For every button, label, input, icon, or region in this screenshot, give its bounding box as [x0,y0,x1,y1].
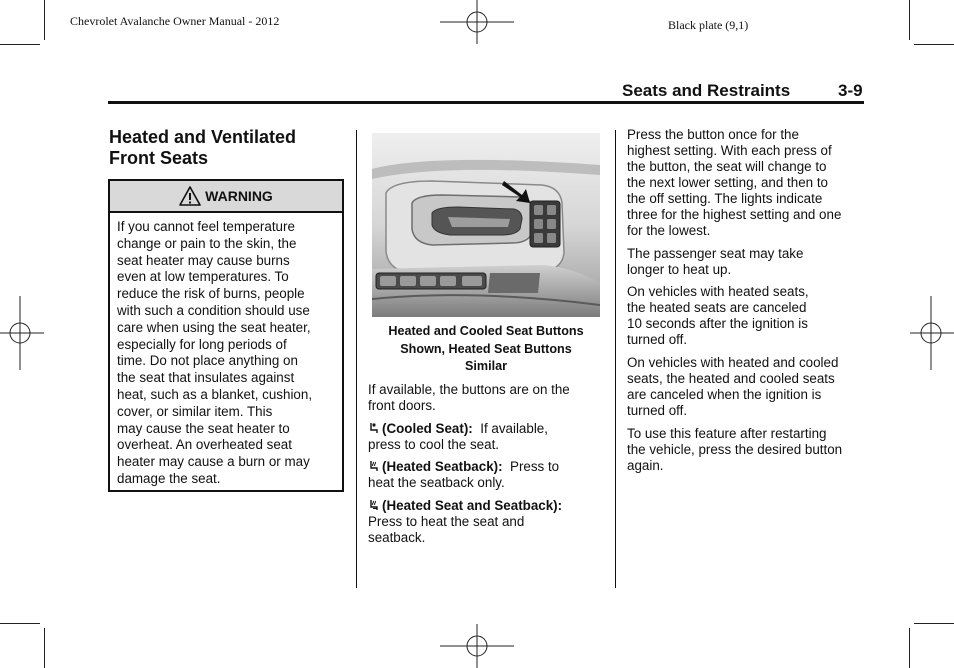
figure-caption [366,323,606,376]
warning-line: care when using the seat heater, [117,319,311,335]
warning-line: reduce the risk of burns, people [117,286,305,302]
text-line: seatback. [368,530,426,545]
crop-mark [44,0,45,40]
text-line: three for the highest setting and one [627,207,842,222]
crop-mark [909,0,910,40]
text-line: the button, the seat will change to [627,159,827,174]
warning-line: even at low temperatures. To [117,269,289,285]
section-rule [108,101,864,104]
intro-paragraph [368,382,608,414]
cooled-seat-icon [368,422,379,434]
text-line: the vehicle, press the desired button [627,442,843,457]
warning-line: heat, such as a blanket, cushion, [117,386,313,402]
cooled-seat-label: (Cooled Seat): [382,421,473,436]
text-line: seats, the heated and cooled seats [627,371,835,386]
text-line: Press the button once for the [627,127,799,142]
heated-seatback-label: (Heated Seatback): [382,459,503,474]
heading-line: Front Seats [109,148,209,168]
text-line: To use this feature after restarting [627,426,827,441]
passenger-paragraph [627,246,867,278]
column-divider [356,130,357,588]
text-line: the next lower setting, and then to [627,175,828,190]
text-line: If available, the buttons are on the [368,382,570,397]
warning-line: damage the seat. [117,470,221,486]
heated-seat-and-seatback-label: (Heated Seat and Seatback): [382,498,563,513]
text-line: heat the seatback only. [368,475,505,490]
warning-line: overheat. An overheated seat [117,437,292,453]
text-line: for the lowest. [627,223,711,238]
warning-line: seat heater may cause burns [117,252,290,268]
settings-paragraph [627,127,867,239]
heated-seatback-paragraph [368,459,608,491]
text-line: On vehicles with heated seats, [627,284,809,299]
registration-mark-bottom [440,624,514,668]
warning-header [110,181,342,213]
cooled-seat-paragraph [368,421,608,453]
text-line: front doors. [368,398,436,413]
heated-cancel-paragraph [627,284,867,348]
crop-mark [44,628,45,668]
warning-line: especially for long periods of [117,336,287,352]
heated-seatback-text: Press to [510,459,560,474]
caption-line: Shown, Heated Seat Buttons [400,341,572,356]
text-line: longer to heat up. [627,262,732,277]
registration-mark-right [910,296,954,370]
text-line: the off setting. The lights indicate [627,191,823,206]
text-line [368,421,608,437]
text-line: turned off. [627,403,688,418]
registration-mark-top [440,0,514,44]
caption-line: Heated and Cooled Seat Buttons [388,324,584,338]
heated-seat-and-seatback-paragraph [368,498,608,546]
text-line: highest setting. With each press of [627,143,832,158]
warning-line: time. Do not place anything on [117,353,298,369]
warning-line: change or pain to the skin, the [117,235,297,251]
section-title: Seats and Restraints [622,81,791,100]
heading-line: Heated and Ventilated [109,127,297,147]
text-line: The passenger seat may take [627,246,804,261]
manual-title: Chevrolet Avalanche Owner Manual - 2012 [70,14,280,28]
crop-mark [0,44,40,45]
warning-line: the seat that insulates against [117,370,295,386]
warning-label: WARNING [205,188,273,204]
text-line: Press to heat the seat and [368,514,525,529]
cooled-cancel-paragraph [627,355,867,419]
heated-seatback-icon [368,460,379,472]
text-line: the heated seats are canceled [627,300,807,315]
column-divider [615,130,616,588]
heated-seat-and-seatback-icon [368,499,379,511]
warning-text [117,219,339,488]
text-line: 10 seconds after the ignition is [627,316,808,331]
cooled-seat-text: If available, [480,421,548,436]
page-number: 3-9 [838,81,863,100]
crop-mark [914,44,954,45]
warning-line: If you cannot feel temperature [117,219,295,234]
crop-mark [909,628,910,668]
text-line [368,459,608,475]
registration-mark-left [0,296,44,370]
text-line [368,498,608,514]
warning-line: heater may cause a burn or may [117,454,310,470]
warning-line: cover, or similar item. This [117,403,273,419]
caption-line: Similar [465,359,507,373]
warning-box [108,179,344,492]
page-heading [109,127,349,169]
restart-paragraph [627,426,867,474]
warning-line: may cause the seat heater to [117,420,290,436]
text-line: are canceled when the ignition is [627,387,822,402]
crop-mark [914,623,954,624]
crop-mark [0,623,40,624]
text-line: On vehicles with heated and cooled [627,355,839,370]
plate-label: Black plate (9,1) [668,18,749,32]
text-line: press to cool the seat. [368,437,500,452]
door-panel-illustration [372,133,600,317]
text-line: again. [627,458,664,473]
warning-line: with such a condition should use [117,302,310,318]
warning-icon [179,186,201,206]
text-line: turned off. [627,332,688,347]
